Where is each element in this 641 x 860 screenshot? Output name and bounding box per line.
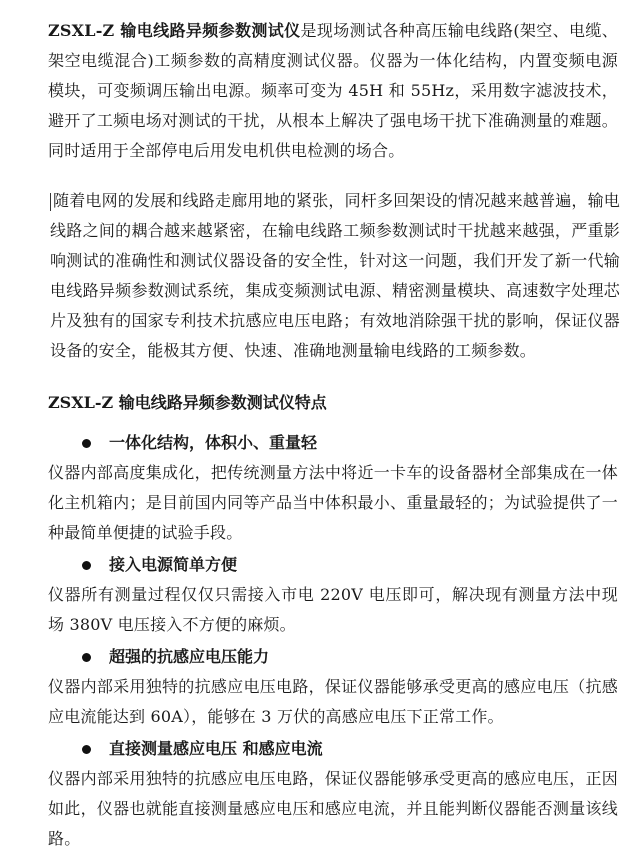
feature-body-3: 仪器内部采用独特的抗感应电压电路，保证仪器能够承受更高的感应电压（抗感应电流能达到 60A），能够在 3 万伏的高感应电压下正常工作。 [48,677,618,726]
feature-heading-3-text: 超强的抗感应电压能力 [109,647,270,666]
intro-paragraph-2-text: 随着电网的发展和线路走廊用地的紧张，同杆多回架设的情况越来越普遍，输电线路之间的耦合越来越紧密，在输电线路工频参数测试时干扰越来越强，严重影响测试的准确性和测试仪器设备的安全性，针对这一问题，我们开发了新一代输电线路异频参数测试系统，集成变频测试电源、精密测量模块、高速数字处理芯片及独有的国家专利技术抗感应电压电路；有效地消除强干扰的影响，保证仪器设备的安全，能极其方便、快速、准确地测量输电线路的工频参数。 [50,191,621,360]
features-section-title: ZSXL-Z 输电线路异频参数测试仪特点 [48,393,327,412]
text-cursor [50,193,51,211]
feature-heading-2 [82,550,237,580]
feature-heading-4-text: 直接测量感应电压 和感应电流 [109,739,323,758]
bullet-icon [82,653,91,662]
bullet-icon [82,745,91,754]
feature-body-1: 仪器内部高度集成化，把传统测量方法中将近一卡车的设备器材全部集成在一体化主机箱内；是目前国内同等产品当中体积最小、重量最轻的；为试验提供了一种最简单便捷的试验手段。 [48,463,618,542]
intro-paragraph-1 [48,16,618,166]
bullet-icon [82,561,91,570]
feature-heading-1 [82,428,317,458]
product-model-title: ZSXL-Z 输电线路异频参数测试仪 [48,21,301,40]
intro-paragraph-1-text: 是现场测试各种高压输电线路(架空、电缆、架空电缆混合)工频参数的高精度测试仪器。仪器为一体化结构，内置变频电源模块，可变频调压输出电源。频率可变为 45H 和 55Hz，采用数字滤波技术，避开了工频电场对测试的干扰，从根本上解决了强电场干扰下准确测量的难题。同时适用于全部停电后用发电机供电检测的场合。 [48,21,618,160]
feature-body-2: 仪器所有测量过程仅仅只需接入市电 220V 电压即可，解决现有测量方法中现场 380V 电压接入不方便的麻烦。 [48,585,618,634]
bullet-icon [82,439,91,448]
feature-heading-2-text: 接入电源简单方便 [109,555,238,574]
feature-heading-1-text: 一体化结构，体积小、重量轻 [109,433,318,452]
feature-heading-3 [82,642,269,672]
intro-paragraph-2 [50,186,620,366]
feature-body-4: 仪器内部采用独特的抗感应电压电路，保证仪器能够承受更高的感应电压，正因如此，仪器也就能直接测量感应电压和感应电流，并且能判断仪器能否测量该线路。 [48,769,618,848]
feature-heading-4 [82,734,323,764]
